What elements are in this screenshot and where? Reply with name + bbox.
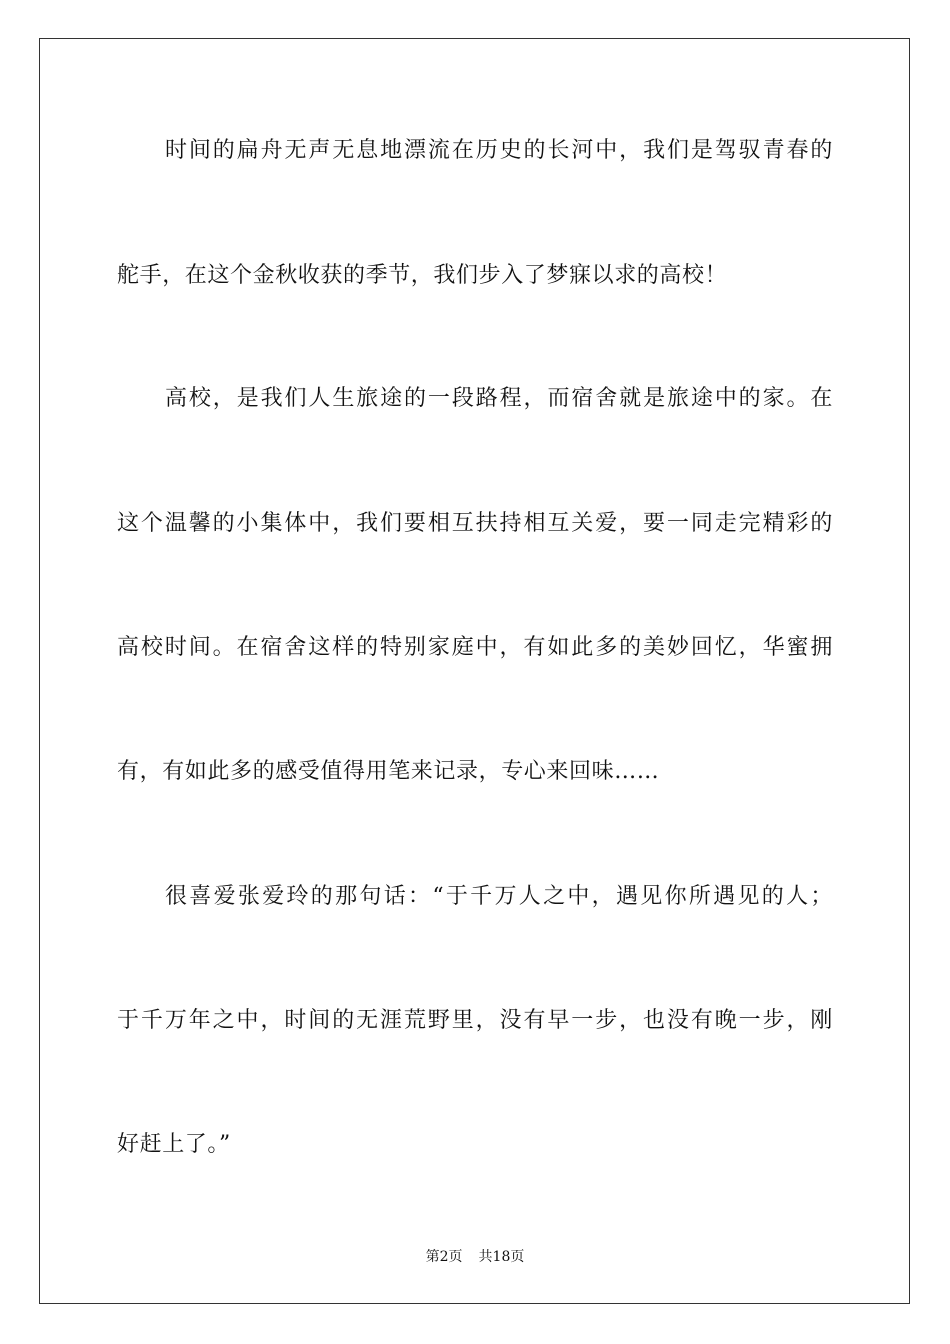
page-number: 第2页 <box>425 1249 463 1265</box>
paragraph-2-line-1: 高校，是我们人生旅途的一段路程，而宿舍就是旅途中的家。在 <box>165 386 833 411</box>
page-total: 共18页 <box>478 1249 525 1265</box>
paragraph-2-line-3: 高校时间。在宿舍这样的特别家庭中，有如此多的美妙回忆，华蜜拥 <box>117 635 833 660</box>
paragraph-3-line-2: 于千万年之中，时间的无涯荒野里，没有早一步，也没有晚一步，刚 <box>117 1008 833 1033</box>
paragraph-2-line-4: 有，有如此多的感受值得用笔来记录，专心来回味…… <box>117 759 660 784</box>
paragraph-2-line-2: 这个温馨的小集体中，我们要相互扶持相互关爱，要一同走完精彩的 <box>117 511 833 536</box>
page-border <box>39 38 910 1304</box>
paragraph-1-line-1: 时间的扁舟无声无息地漂流在历史的长河中，我们是驾驭青春的 <box>165 138 833 163</box>
paragraph-3-line-1: 很喜爱张爱玲的那句话：“于千万人之中，遇见你所遇见的人； <box>165 884 833 909</box>
paragraph-1-line-2: 舵手，在这个金秋收获的季节，我们步入了梦寐以求的高校！ <box>117 263 728 288</box>
page-footer <box>0 1248 950 1266</box>
paragraph-3-line-3: 好赶上了。” <box>117 1132 231 1157</box>
